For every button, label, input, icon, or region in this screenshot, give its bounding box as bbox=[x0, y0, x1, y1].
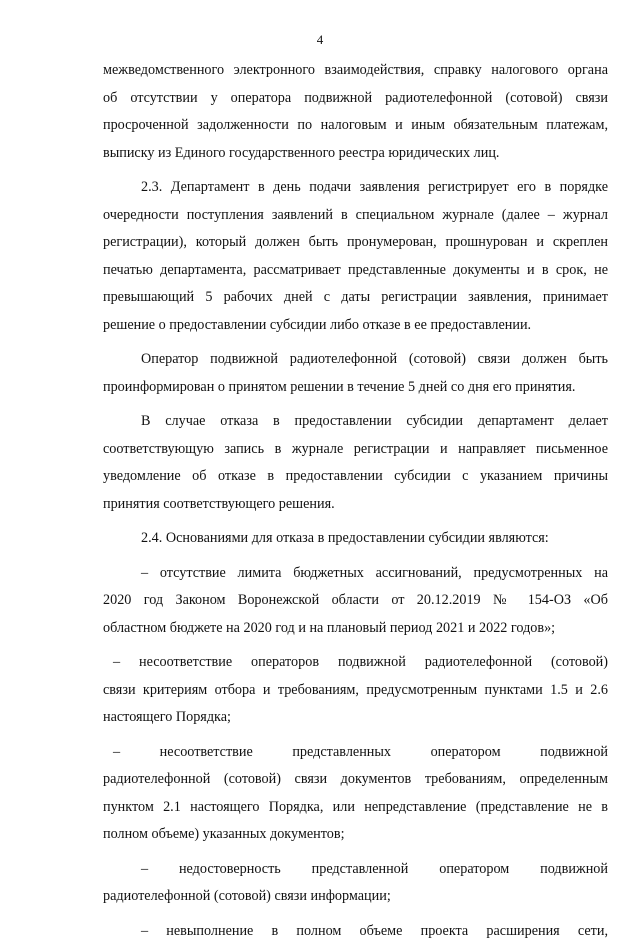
text-line: радиотелефонной (сотовой) связи информации; bbox=[103, 883, 608, 911]
text-line: связи критериям отбора и требованиям, предусмотренным пунктами 1.5 и 2.6 bbox=[103, 677, 608, 705]
list-item bbox=[103, 918, 608, 945]
text-line: полном объеме) указанных документов; bbox=[103, 821, 608, 849]
text-line: превышающий 5 рабочих дней с даты регистрации заявления, принимает bbox=[103, 284, 608, 312]
paragraph bbox=[103, 408, 608, 518]
paragraph bbox=[103, 346, 608, 401]
list-item bbox=[103, 739, 608, 849]
text-line: В случае отказа в предоставлении субсидии департамент делает bbox=[103, 408, 608, 436]
text-line: печатью департамента, рассматривает представленные документы и в срок, не bbox=[103, 257, 608, 285]
text-line: областном бюджете на 2020 год и на плановый период 2021 и 2022 годов»; bbox=[103, 615, 608, 643]
text-line: пунктом 2.1 настоящего Порядка, или непредставление (представление не в bbox=[103, 794, 608, 822]
text-line: Оператор подвижной радиотелефонной (сотовой) связи должен быть bbox=[103, 346, 608, 374]
paragraph bbox=[103, 57, 608, 167]
paragraph bbox=[103, 525, 608, 553]
text-line: 2.3. Департамент в день подачи заявления регистрирует его в порядке bbox=[103, 174, 608, 202]
text-line: очередности поступления заявлений в специальном журнале (далее – журнал bbox=[103, 202, 608, 230]
text-line: межведомственного электронного взаимодействия, справку налогового органа bbox=[103, 57, 608, 85]
page-number: 4 bbox=[0, 32, 640, 48]
text-line: принятия соответствующего решения. bbox=[103, 491, 608, 519]
list-item bbox=[103, 649, 608, 732]
text-line: 2020 год Законом Воронежской области от 20.12.2019 № 154-ОЗ «Об bbox=[103, 587, 608, 615]
text-line: просроченной задолженности по налоговым и иным обязательным платежам, bbox=[103, 112, 608, 140]
text-line: – недостоверность представленной оператором подвижной bbox=[103, 856, 608, 884]
paragraph bbox=[103, 174, 608, 339]
text-line: радиотелефонной (сотовой) связи документов требованиям, определенным bbox=[103, 766, 608, 794]
text-line: выписку из Единого государственного реестра юридических лиц. bbox=[103, 140, 608, 168]
text-line: соответствующую запись в журнале регистрации и направляет письменное bbox=[103, 436, 608, 464]
text-line: – несоответствие представленных оператором подвижной bbox=[103, 739, 608, 767]
text-line: – отсутствие лимита бюджетных ассигнований, предусмотренных на bbox=[103, 560, 608, 588]
text-line: – невыполнение в полном объеме проекта расширения сети, bbox=[103, 918, 608, 945]
text-line: уведомление об отказе в предоставлении субсидии с указанием причины bbox=[103, 463, 608, 491]
text-line: 2.4. Основаниями для отказа в предоставлении субсидии являются: bbox=[103, 525, 608, 553]
text-line: об отсутствии у оператора подвижной радиотелефонной (сотовой) связи bbox=[103, 85, 608, 113]
text-line: регистрации), который должен быть пронумерован, прошнурован и скреплен bbox=[103, 229, 608, 257]
document-body bbox=[103, 57, 608, 945]
text-line: решение о предоставлении субсидии либо отказе в ее предоставлении. bbox=[103, 312, 608, 340]
list-item bbox=[103, 856, 608, 911]
text-line: – несоответствие операторов подвижной радиотелефонной (сотовой) bbox=[103, 649, 608, 677]
text-line: настоящего Порядка; bbox=[103, 704, 608, 732]
text-line: проинформирован о принятом решении в течение 5 дней со дня его принятия. bbox=[103, 374, 608, 402]
list-item bbox=[103, 560, 608, 643]
